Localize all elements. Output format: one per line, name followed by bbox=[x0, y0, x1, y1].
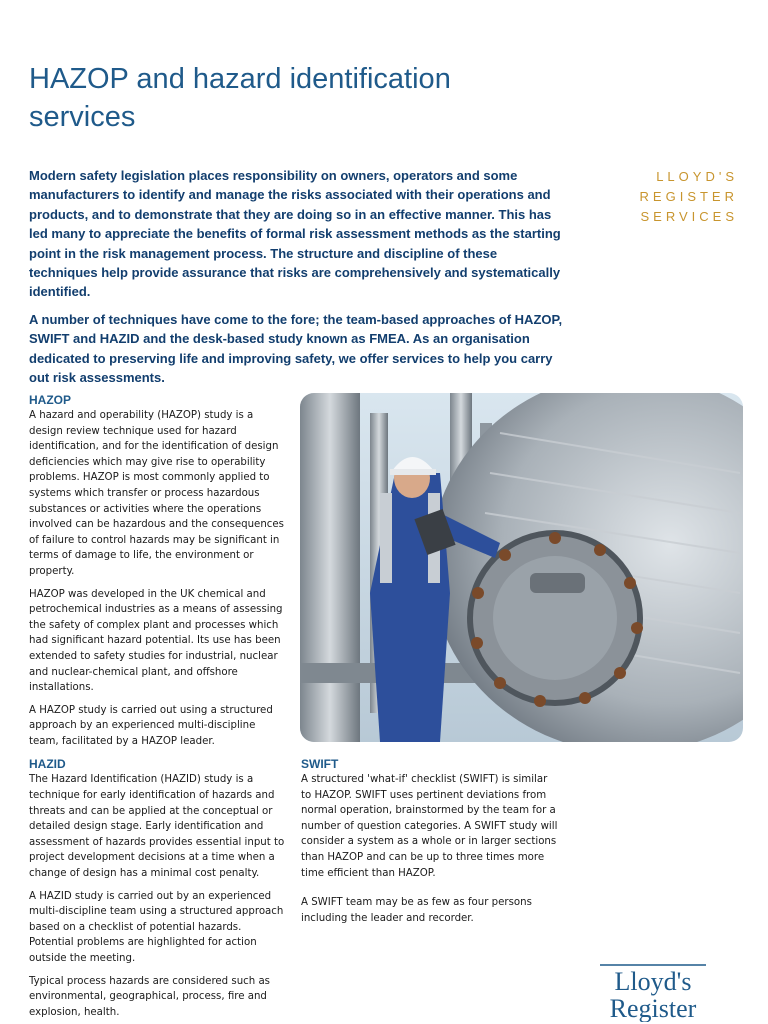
right-column bbox=[301, 756, 559, 933]
page-title: HAZOP and hazard identification services bbox=[29, 63, 451, 133]
brand-line: LLOYD'S bbox=[656, 169, 738, 184]
hazop-section bbox=[29, 392, 287, 749]
hazop-paragraph: A hazard and operability (HAZOP) study is a design review technique used for hazard identification, and for the identification of design deficiencies which may give rise to operability problems. HAZOP is most commonly applied to systems which transfer or process hazardous substances or activities where the operations involved can be hazardous and the consequences of failure to control hazards may be significant in terms of damage to life, the environment or property. bbox=[29, 410, 284, 577]
swift-paragraph: A SWIFT team may be as few as four persons including the leader and recorder. bbox=[301, 897, 532, 924]
swift-heading: SWIFT bbox=[301, 757, 339, 771]
hazid-section bbox=[29, 756, 287, 1020]
left-column bbox=[29, 392, 287, 1024]
brand-tagline bbox=[608, 167, 738, 227]
hazid-paragraph: A HAZID study is carried out by an experienced multi-discipline team using a structured approach based on a checklist of potential hazards. Potential problems are highlighted for action outside the meeting. bbox=[29, 890, 284, 964]
hazid-paragraph: The Hazard Identification (HAZID) study is a technique for early identification of hazards and threats and can be applied at the conceptual or detailed design stage. Early identification and assessment of hazards provides essential input to project development decisions at a time when a change of design has a minimal cost penalty. bbox=[29, 774, 285, 880]
swift-paragraph: A structured 'what-if' checklist (SWIFT) is similar to HAZOP. SWIFT uses pertinent deviations from normal operation, brainstormed by the team for a number of question categories. A SWIFT study will consider a system as a whole or in larger sections than HAZOP and can be up to three times more time efficient than HAZOP. bbox=[301, 774, 558, 879]
engineer-photo bbox=[300, 393, 743, 742]
hazop-heading: HAZOP bbox=[29, 393, 71, 407]
swift-section bbox=[301, 756, 559, 926]
hazid-paragraph: Typical process hazards are considered such as environmental, geographical, process, fire and explosion, health. bbox=[29, 975, 270, 1018]
logo-line2: Register bbox=[609, 994, 697, 1022]
logo-line1: Lloyd's bbox=[614, 967, 692, 996]
hazid-heading: HAZID bbox=[29, 757, 66, 772]
intro-section bbox=[29, 166, 569, 395]
intro-paragraph: Modern safety legislation places responsibility on owners, operators and some manufacturers to identify and manage the risks associated with their operations and products, and to demonstrate that they are doing so in an effective manner. This has led many to appreciate the benefits of formal risk assessment methods as the starting point in the risk management process. The structure and discipline of these techniques help provide assurance that risks are comprehensively and systematically identified. bbox=[29, 168, 561, 300]
hazop-paragraph: A HAZOP study is carried out using a structured approach by an experienced multi-discipline team, facilitated by a HAZOP leader. bbox=[29, 704, 273, 747]
brand-line: SERVICES bbox=[640, 209, 738, 224]
brand-line: REGISTER bbox=[639, 189, 738, 204]
hazop-paragraph: HAZOP was developed in the UK chemical and petrochemical industries as a means of assessing the safety of complex plant and processes which had significant hazard potential. Its use has been extended to safety studies for industrial, nuclear and nuclear-chemical plant, and offshore installations. bbox=[29, 588, 283, 694]
lloyds-register-logo bbox=[598, 962, 708, 1022]
intro-paragraph: A number of techniques have come to the fore; the team-based approaches of HAZOP, SWIFT and HAZID and the desk-based study known as FMEA. As an organisation dedicated to preserving life and improving safety, we offer services to help you carry out risk assessments. bbox=[29, 311, 563, 386]
